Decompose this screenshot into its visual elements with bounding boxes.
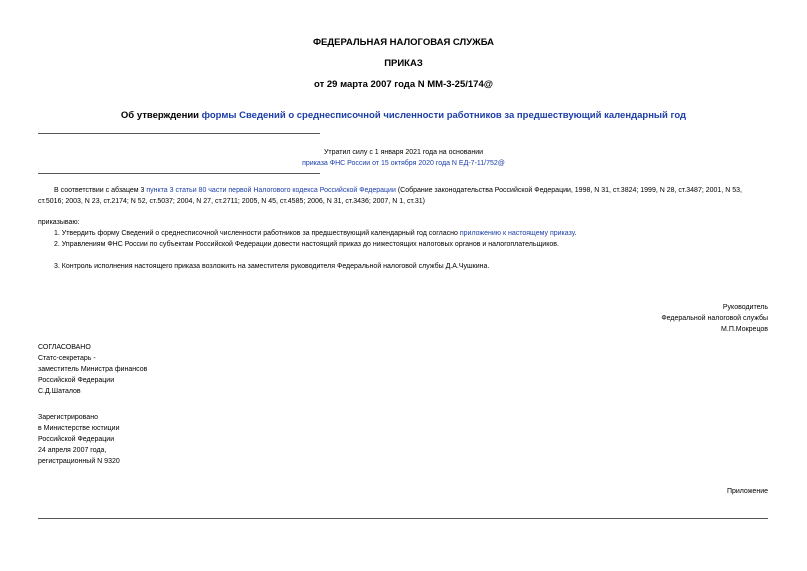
appendix-label: Приложение xyxy=(726,488,768,495)
doc-type-heading: ПРИКАЗ xyxy=(384,58,423,69)
agreed-heading: СОГЛАСОВАНО xyxy=(38,344,91,351)
preamble-line-2: ст.5016; 2003, N 23, ст.2174; N 52, ст.5037; 2004, N 27, ст.2711; 2005, N 45, ст.4585; 2006, N 31, ст.3436; 2007, N 1, ст.31) xyxy=(38,198,425,205)
registration-heading: Зарегистрировано xyxy=(38,414,98,421)
date-number-heading: от 29 марта 2007 года N ММ-3-25/174@ xyxy=(314,79,493,90)
title-form-link[interactable]: формы Сведений о среднесписочной численности работников за предшествующий календарный год xyxy=(201,110,687,121)
agency-heading: ФЕДЕРАЛЬНАЯ НАЛОГОВАЯ СЛУЖБА xyxy=(312,37,495,48)
agreed-position: Статс-секретарь - xyxy=(38,355,96,362)
signature-block xyxy=(661,302,768,335)
signature-position: Руководитель xyxy=(722,304,768,311)
signature-agency: Федеральной налоговой службы xyxy=(661,315,768,322)
agreed-name: С.Д.Шаталов xyxy=(38,388,81,395)
preamble-pre: В соответствии с абзацем 3 xyxy=(54,187,147,194)
preamble-line-1 xyxy=(54,185,742,196)
signature-name: М.П.Мокрецов xyxy=(721,326,768,333)
document-title xyxy=(0,110,807,121)
registration-number: регистрационный N 9320 xyxy=(38,458,120,465)
divider-bottom xyxy=(38,173,320,174)
page-bottom-rule xyxy=(38,518,768,519)
registration-block xyxy=(38,412,120,467)
order-item-2: 2. Управлениям ФНС России по субъектам Российской Федерации довести настоящий приказ до нижестоящих налоговых органов и налогоплательщиков. xyxy=(54,241,559,248)
tax-code-link[interactable]: пункта 3 статьи 80 части первой Налогового кодекса Российской Федерации xyxy=(146,187,396,194)
agreed-position-2: заместитель Министра финансов xyxy=(38,366,148,373)
registration-ministry: в Министерстве юстиции xyxy=(38,425,120,432)
repeal-notice-line: Утратил силу с 1 января 2021 года на основании xyxy=(323,149,484,156)
agreed-country: Российской Федерации xyxy=(38,377,115,384)
registration-date: 24 апреля 2007 года, xyxy=(38,447,107,454)
registration-country: Российской Федерации xyxy=(38,436,115,443)
order-word: приказываю: xyxy=(38,219,80,226)
appendix-link[interactable]: приложению к настоящему приказу xyxy=(459,230,575,237)
repeal-order-link[interactable]: приказа ФНС России от 15 октября 2020 года N ЕД-7-11/752@ xyxy=(302,160,505,167)
preamble-post: (Собрание законодательства Российской Федерации, 1998, N 31, ст.3824; 1999, N 28, ст.3487; 2001, N 53, xyxy=(395,187,742,194)
agreed-block xyxy=(38,342,147,397)
divider-top xyxy=(38,133,320,134)
item-1-end: . xyxy=(574,230,577,237)
title-prefix: Об утверждении xyxy=(120,110,202,121)
order-item-3: 3. Контроль исполнения настоящего приказа возложить на заместителя руководителя Федеральной налоговой службы Д.А.Чушкина. xyxy=(54,263,490,270)
order-item-1 xyxy=(54,228,576,239)
item-1-text: 1. Утвердить форму Сведений о среднесписочной численности работников за предшествующий календарный год согласно xyxy=(54,230,460,237)
